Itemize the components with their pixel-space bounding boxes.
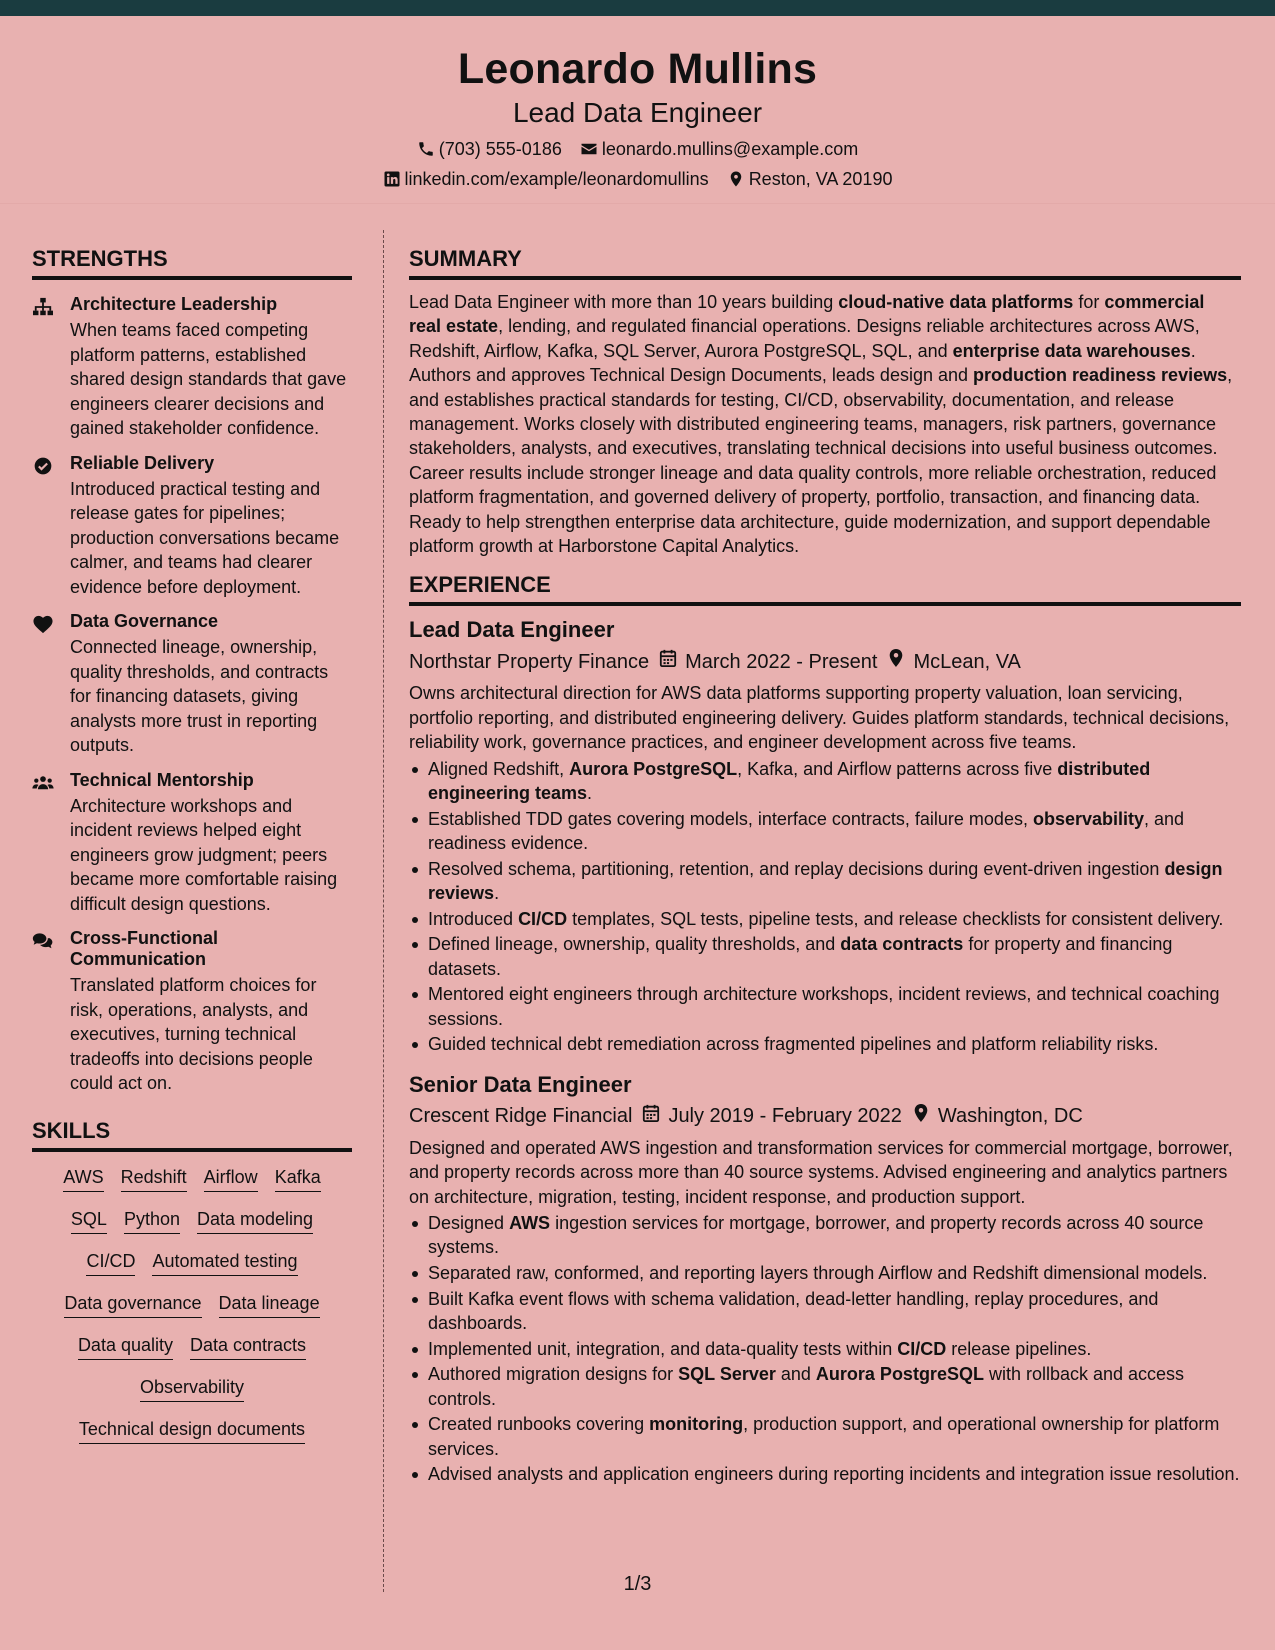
company-name: Northstar Property Finance <box>409 650 650 673</box>
experience-heading: EXPERIENCE <box>409 572 1241 606</box>
job-bullet: Mentored eight engineers through architecture workshops, incident reviews, and technical coaching sessions. <box>409 982 1241 1031</box>
job-bullets <box>409 1211 1241 1487</box>
skill-tag: SQL <box>71 1208 107 1234</box>
job-bullet: Aligned Redshift, Aurora PostgreSQL, Kafka, and Airflow patterns across five distributed engineering teams. <box>409 757 1241 806</box>
phone-text: (703) 555-0186 <box>438 139 562 159</box>
column-divider <box>383 230 384 1592</box>
job-dates: March 2022 - Present <box>685 650 878 673</box>
summary-heading: SUMMARY <box>409 246 1241 280</box>
right-column <box>409 246 1241 1487</box>
location-contact <box>727 168 893 190</box>
users-icon <box>32 770 70 917</box>
job-bullet: Guided technical debt remediation across fragmented pipelines and platform reliability risks. <box>409 1032 1241 1056</box>
skills-list <box>32 1166 352 1444</box>
strength-name: Cross-Functional Communication <box>70 928 219 969</box>
strength-name: Architecture Leadership <box>70 294 278 314</box>
job-dates: July 2019 - February 2022 <box>668 1105 902 1128</box>
page-number: 1/3 <box>623 1573 652 1595</box>
skill-tag: AWS <box>63 1166 103 1192</box>
contact-row-1 <box>0 138 1275 160</box>
heart-icon <box>32 611 70 758</box>
strength-item <box>32 928 352 1096</box>
job-meta <box>409 648 1241 675</box>
map-marker-icon <box>912 1103 930 1130</box>
linkedin-icon <box>383 170 401 188</box>
resume-header <box>0 16 1275 204</box>
skill-tag: Data quality <box>78 1334 173 1360</box>
job-bullet: Resolved schema, partitioning, retention, and replay decisions during event-driven ingestion design reviews. <box>409 857 1241 906</box>
skill-tag: Technical design documents <box>79 1418 305 1444</box>
skills-heading: SKILLS <box>32 1118 352 1152</box>
candidate-title: Lead Data Engineer <box>512 97 763 128</box>
summary-text: Lead Data Engineer with more than 10 years building cloud-native data platforms for commercial real estate, lending, and regulated financial operations. Designs reliable architectures across AWS, Redshift, Airflow, Kafka, SQL Server, Aurora PostgreSQL, SQL, and enterprise data warehouses. Authors and approves Technical Design Documents, leads design and production readiness reviews, and establishes practical standards for testing, CI/CD, observability, documentation, and release management. Works closely with distributed engineering teams, managers, risk partners, governance stakeholders, analysts, and executives, translating technical decisions into useful business outcomes. Career results include stronger lineage and data quality controls, more reliable orchestration, reduced platform fragmentation, and governed delivery of property, portfolio, transaction, and financing data. Ready to help strengthen enterprise data architecture, guide modernization, and support dependable platform growth at Harborstone Capital Analytics. <box>409 292 1233 557</box>
strength-item <box>32 453 352 600</box>
strength-name: Technical Mentorship <box>70 769 254 790</box>
candidate-name: Leonardo Mullins <box>457 45 818 93</box>
skill-tag: Airflow <box>204 1166 258 1192</box>
strength-name: Data Governance <box>70 611 219 631</box>
job-bullet: Advised analysts and application engineers during reporting incidents and integration issue resolution. <box>409 1462 1241 1486</box>
map-marker-icon <box>887 648 905 675</box>
job-description: Designed and operated AWS ingestion and transformation services for commercial mortgage, borrower, and property records across more than 40 source systems. Advised engineering and analytics partners on architecture, migration, testing, incident response, and production support. <box>409 1137 1233 1207</box>
phone-contact <box>417 138 562 160</box>
skill-tag: Automated testing <box>152 1250 297 1276</box>
job-bullet: Implemented unit, integration, and data-quality tests within CI/CD release pipelines. <box>409 1337 1241 1361</box>
strength-desc: Architecture workshops and incident reviews helped eight engineers grow judgment; peers became more comfortable raising difficult design questions. <box>70 795 338 914</box>
job-location: McLean, VA <box>913 650 1021 673</box>
job-bullet: Created runbooks covering monitoring, production support, and operational ownership for platform services. <box>409 1412 1241 1461</box>
skill-tag: Data contracts <box>190 1334 306 1360</box>
strength-desc: When teams faced competing platform patterns, established shared design standards that gave engineers clearer decisions and gained stakeholder confidence. <box>70 320 347 438</box>
left-column <box>32 246 352 1444</box>
job-bullet: Separated raw, conformed, and reporting layers through Airflow and Redshift dimensional models. <box>409 1261 1241 1285</box>
linkedin-text: linkedin.com/example/leonardomullins <box>404 169 709 189</box>
email-text: leonardo.mullins@example.com <box>601 139 859 159</box>
strength-desc: Introduced practical testing and release gates for pipelines; production conversations became calmer, and teams had clearer evidence before deployment. <box>70 478 340 597</box>
job-bullet: Authored migration designs for SQL Server and Aurora PostgreSQL with rollback and access controls. <box>409 1362 1241 1411</box>
job-title: Lead Data Engineer <box>409 617 615 643</box>
job-bullet: Built Kafka event flows with schema validation, dead-letter handling, replay procedures, and dashboards. <box>409 1287 1241 1336</box>
job-entry <box>409 616 1241 1056</box>
top-bar <box>0 0 1275 16</box>
job-bullet: Defined lineage, ownership, quality thresholds, and data contracts for property and financing datasets. <box>409 932 1241 981</box>
jobs-list <box>409 616 1241 1486</box>
check-circle-icon <box>32 453 70 600</box>
job-location: Washington, DC <box>937 1105 1083 1128</box>
comments-icon <box>32 928 70 1096</box>
job-bullet: Introduced CI/CD templates, SQL tests, pipeline tests, and release checklists for consistent delivery. <box>409 907 1241 931</box>
experience-section <box>409 572 1241 1486</box>
contact-row-2 <box>0 168 1275 190</box>
job-meta <box>409 1103 1241 1130</box>
skill-tag: Data governance <box>64 1292 201 1318</box>
skill-tag: Observability <box>140 1376 244 1402</box>
skill-tag: Kafka <box>275 1166 321 1192</box>
strength-item <box>32 611 352 758</box>
company-name: Crescent Ridge Financial <box>409 1105 633 1128</box>
strength-item <box>32 294 352 441</box>
job-description: Owns architectural direction for AWS data platforms supporting property valuation, loan servicing, portfolio reporting, and distributed engineering delivery. Guides platform standards, technical decisions, reliability work, governance practices, and engineer development across five teams. <box>409 683 1230 753</box>
phone-icon <box>417 140 435 158</box>
envelope-icon <box>580 140 598 158</box>
strengths-heading: STRENGTHS <box>32 246 352 280</box>
job-bullet: Established TDD gates covering models, interface contracts, failure modes, observability, and readiness evidence. <box>409 807 1241 856</box>
linkedin-contact <box>383 168 709 190</box>
location-text: Reston, VA 20190 <box>748 169 893 189</box>
job-title: Senior Data Engineer <box>409 1071 632 1097</box>
email-contact <box>580 138 858 160</box>
skill-tag: CI/CD <box>86 1250 135 1276</box>
strength-name: Reliable Delivery <box>70 452 215 473</box>
job-entry <box>409 1071 1241 1487</box>
strength-item <box>32 770 352 917</box>
calendar-icon <box>642 1103 660 1130</box>
skill-tag: Redshift <box>121 1166 187 1192</box>
skill-tag: Data modeling <box>197 1208 313 1234</box>
strength-desc: Connected lineage, ownership, quality thresholds, and contracts for financing datasets, giving analysts more trust in reporting outputs. <box>70 637 329 755</box>
strengths-list <box>32 294 352 1096</box>
strength-desc: Translated platform choices for risk, operations, analysts, and executives, turning technical tradeoffs into decisions people could act on. <box>70 975 317 1093</box>
map-marker-icon <box>727 170 745 188</box>
job-bullet: Designed AWS ingestion services for mortgage, borrower, and property records across 40 source systems. <box>409 1211 1241 1260</box>
calendar-icon <box>659 648 677 675</box>
skill-tag: Python <box>124 1208 180 1234</box>
job-bullets <box>409 757 1241 1057</box>
sitemap-icon <box>32 294 70 441</box>
skill-tag: Data lineage <box>219 1292 320 1318</box>
